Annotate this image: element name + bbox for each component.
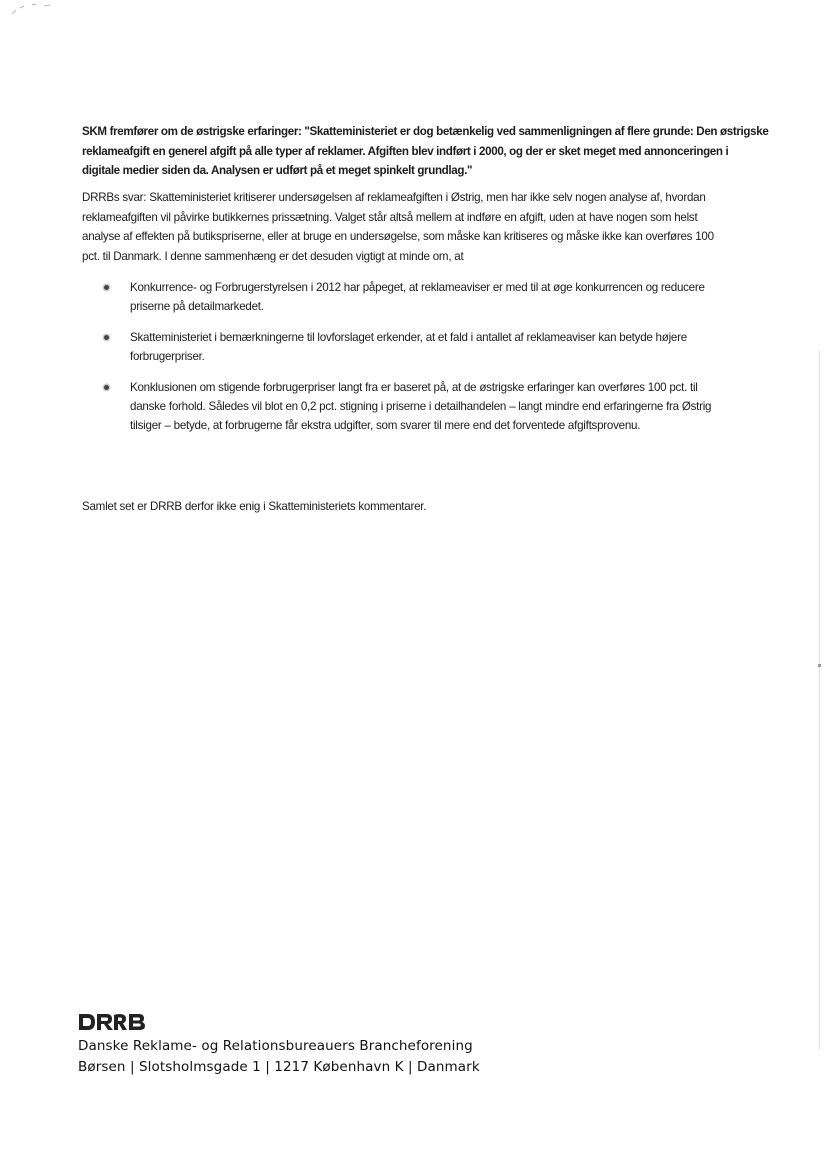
bullet-3-line-1: Konklusionen om stigende forbrugerpriser langt fra er baseret på, at de østrigske erfaringer kan overføres 100 pct. til	[130, 381, 698, 394]
bullet-3-line-2: danske forhold. Således vil blot en 0,2 pct. stigning i priserne i detailhandelen – langt mindre end erfaringerne fra Østrig	[130, 400, 712, 413]
drrb-line-2: reklameafgiften vil påvirke butikkernes prissætning. Valget står altså mellem at indføre en afgift, uden at have nogen som helst	[82, 210, 698, 224]
bullet-1-line-1: Konkurrence- og Forbrugerstyrelsen i 2012 har påpeget, at reklameaviser er med til at øge konkurrencen og reducere	[130, 281, 705, 294]
bullet-dot-icon	[104, 385, 109, 390]
skm-line-1: SKM fremfører om de østrigske erfaringer: "Skatteministeriet er dog betænkelig ved sammenligningen af flere grunde: Den østrigske	[82, 125, 769, 138]
bullet-3-line-3: tilsiger – betyde, at forbrugerne får ekstra udgifter, som svarer til mere end det forventede afgiftsprovenu.	[130, 419, 641, 432]
scan-artifact-right-edge	[819, 350, 820, 1050]
bullet-2-line-1: Skatteministeriet i bemærkningerne til lovforslaget erkender, at et fald i antallet af reklameaviser kan betyde højere	[130, 331, 687, 344]
drrb-logo	[78, 1012, 150, 1032]
skm-quote-paragraph	[82, 122, 769, 181]
bullet-1-line-2: priserne på detailmarkedet.	[130, 300, 264, 313]
skm-line-2: reklameafgift en generel afgift på alle typer af reklamer. Afgiften blev indført i 2000, og der er sket meget med annonceringen i	[82, 144, 729, 158]
organization-name: Danske Reklame- og Relationsbureauers Brancheforening	[78, 1038, 473, 1054]
bullet-dot-icon	[104, 285, 109, 290]
bullet-item-1	[82, 278, 742, 316]
drrb-line-1: DRRBs svar: Skatteministeriet kritiserer undersøgelsen af reklameafgiften i Østrig, men har ikke selv nogen analyse af, hvordan	[82, 191, 706, 204]
letterhead-footer	[78, 1012, 480, 1078]
conclusion-line: Samlet set er DRRB derfor ikke enig i Skatteministeriets kommentarer.	[82, 500, 427, 513]
conclusion-paragraph	[82, 497, 752, 517]
bullet-item-2	[82, 328, 742, 366]
bullet-item-3	[82, 378, 742, 435]
drrb-line-3: analyse af effekten på butikspriserne, eller at bruge en undersøgelse, som måske kan kritiseres og måske ikke kan overføres 100	[82, 230, 714, 243]
organization-address: Børsen | Slotsholmsgade 1 | 1217 København K | Danmark	[78, 1059, 480, 1075]
bullet-2-line-2: forbrugerpriser.	[130, 350, 205, 363]
scan-artifact-right-mark	[818, 664, 821, 667]
drrb-response-paragraph	[82, 188, 752, 266]
drrb-line-4: pct. til Danmark. I denne sammenhæng er det desuden vigtigt at minde om, at	[82, 249, 464, 263]
argument-bullet-list	[82, 278, 742, 447]
skm-line-3: digitale medier siden da. Analysen er udført på et meget spinkelt grundlag."	[82, 164, 473, 177]
scan-artifact-top-left	[10, 2, 60, 18]
bullet-dot-icon	[104, 335, 109, 340]
